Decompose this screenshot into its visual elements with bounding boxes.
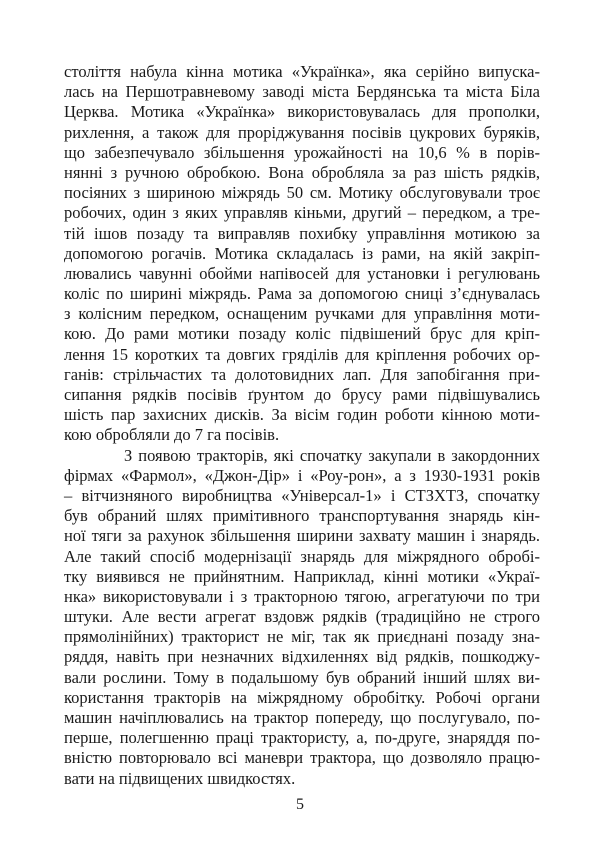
- text-line: ряддя, навіть при незначних відхиленнях від рядків, пошкоджу-: [64, 647, 540, 667]
- paragraph-start-line: З появою тракторів, які спочатку закупали в закордонних: [124, 445, 540, 465]
- text-line: лення 15 коротких та довгих гряділів для кріплення робочих ор-: [64, 344, 540, 364]
- text-line: століття набула кінна мотика «Українка», яка серійно випуска-: [64, 62, 540, 81]
- text-line: робочих, один з яких управляв кіньми, другий – передком, а тре-: [64, 203, 540, 223]
- text-line: ної тяги за рахунок збільшення ширини захвату машин і знарядь.: [64, 526, 540, 546]
- text-line: Церква. Мотика «Українка» використовувалась для прополки,: [64, 102, 540, 122]
- text-line: нка» використовували і з тракторною тягою, агрегатуючи по три: [64, 586, 540, 606]
- text-line: з колісним передком, оснащеним ручками для управління моти-: [64, 304, 540, 324]
- text-line: шість пар захисних дисків. За вісім годин роботи кінною моти-: [64, 405, 540, 425]
- text-line: нянні з ручною обробкою. Вона обробляла за раз шість рядків,: [64, 162, 540, 182]
- text-line: машин начіплювались на трактор попереду, що послугувало, по-: [64, 708, 540, 727]
- text-line: користання тракторів на міжрядному обробітку. Робочі органи: [64, 687, 540, 707]
- text-line: вністю повторювало всі маневри трактора, що дозволяло працю-: [64, 748, 540, 768]
- paragraph-end-line: кою обробляли до 7 га посівів.: [64, 425, 280, 445]
- text-line: допомогою рогачів. Мотика складалась із рами, на якій закріп-: [64, 243, 540, 263]
- text-line: коліс по ширині міжрядь. Рама за допомогою сниці з’єднувалась: [64, 284, 540, 304]
- text-line: – вітчизняного виробництва «Універсал-1» і СТЗХТЗ, спочатку: [64, 485, 540, 505]
- text-line: був обраний шлях примітивного транспортування знарядь кін-: [64, 506, 540, 526]
- paragraph-end-line: вати на підвищених швидкостях.: [64, 768, 296, 788]
- text-line: рихлення, а також для проріджування посівів цукрових буряків,: [64, 122, 540, 142]
- text-line: прямолінійних) тракторист не міг, так як приєднані позаду зна-: [64, 627, 540, 647]
- text-line: тій ішов позаду та виправляв похибку управління мотикою за: [64, 223, 540, 243]
- text-line: вали рослини. Тому в подальшому був обраний інший шлях ви-: [64, 667, 540, 687]
- page-number: 5: [296, 796, 304, 813]
- text-line: штуки. Але вести агрегат вздовж рядків (традиційно не строго: [64, 607, 540, 627]
- text-line: що забезпечувало збільшення урожайності на 10,6 % в порів-: [64, 142, 540, 162]
- text-line: сипання рядків посівів ґрунтом до брусу рами підвішувались: [64, 385, 540, 404]
- text-line: перше, полегшенню праці трактористу, а, по-друге, знаряддя по-: [64, 728, 540, 748]
- text-line: тку виявився не прийнятним. Наприклад, кінні мотики «Украї-: [64, 566, 540, 586]
- body-text: [64, 62, 540, 789]
- text-line: лась на Першотравневому заводі міста Бердянська та міста Біла: [64, 82, 540, 102]
- text-line: посіяних з шириною міжрядь 50 см. Мотику обслуговували троє: [64, 183, 540, 203]
- text-line: фірмах «Фармол», «Джон-Дір» і «Роу-рон», а з 1930-1931 років: [64, 465, 540, 485]
- text-line: Але такий спосіб модернізації знарядь для міжрядного обробі-: [64, 546, 540, 566]
- text-line: ганів: стрільчастих та долотовидних лап. Для запобігання при-: [64, 364, 540, 384]
- text-line: лювались чавунні обойми напівосей для установки і регулювань: [64, 263, 540, 283]
- text-line: кою. До рами мотики позаду коліс підвішений брус для кріп-: [64, 324, 540, 344]
